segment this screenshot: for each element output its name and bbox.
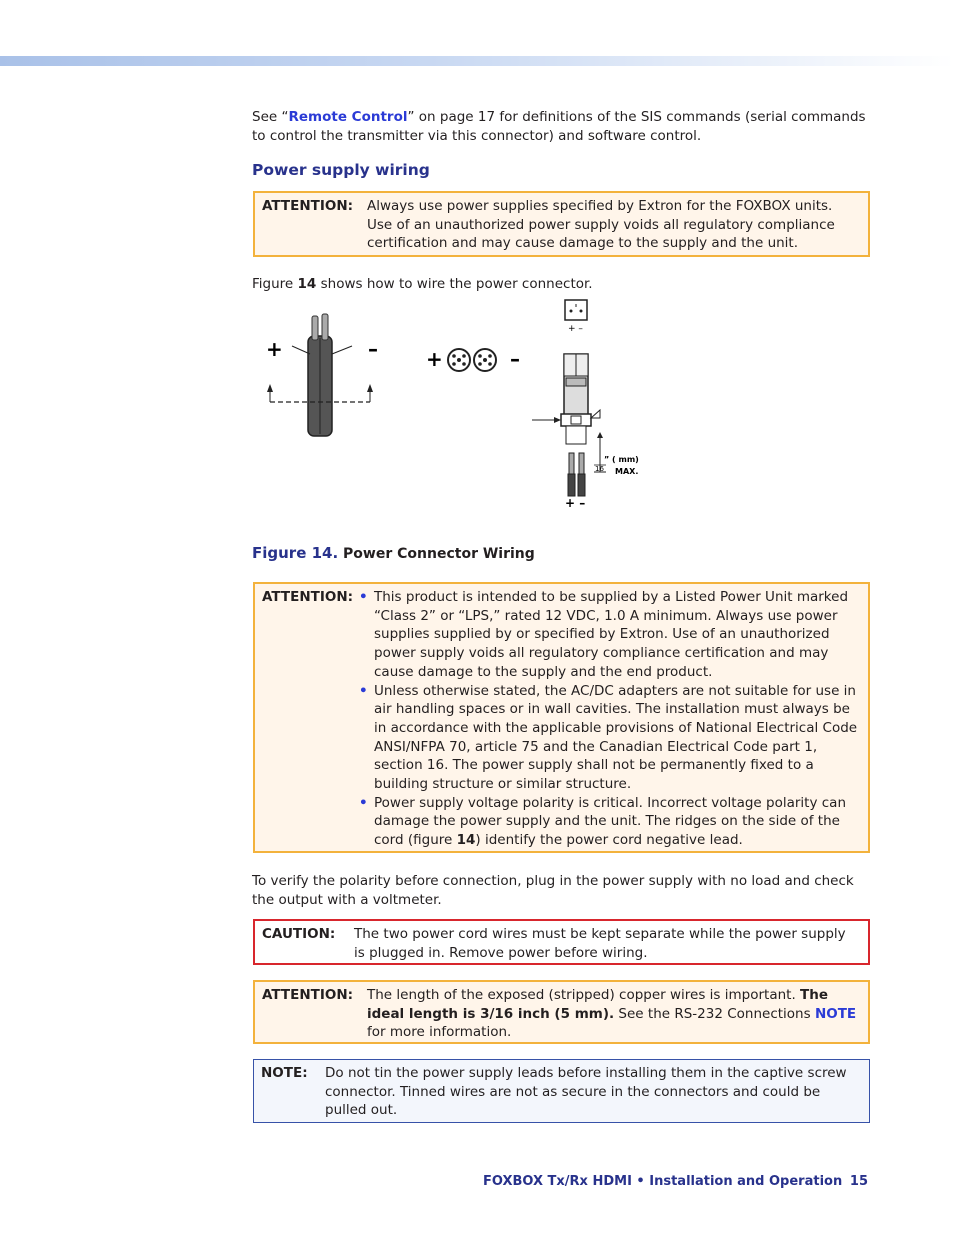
verify-paragraph: To verify the polarity before connection, plug in the power supply with no load and check the output with a voltmeter. [252, 873, 854, 908]
page-footer [483, 1173, 868, 1192]
page-number: 15 [849, 1174, 868, 1189]
bullet-text: ) identify the power cord negative lead. [475, 832, 743, 849]
intro-text-pre: See “ [252, 109, 289, 125]
note-text: Do not tin the power supply leads before installing them in the captive screw connector. Tinned wires are not as secure in the connectors and could be pulled out. [325, 1065, 847, 1119]
power-connector-figure [252, 296, 672, 511]
power-cord-illustration [267, 314, 373, 436]
header-gradient-bar [0, 56, 954, 66]
cord-plus-label: + [266, 337, 283, 361]
attention-box-1 [253, 191, 870, 257]
bullet-icon: • [359, 682, 368, 699]
attention-label: ATTENTION: [262, 589, 354, 605]
fraction-denominator: 16 [595, 465, 604, 473]
bullet-icon: • [359, 794, 368, 811]
section-title: Power supply wiring [252, 161, 430, 179]
note-label: NOTE: [261, 1065, 308, 1081]
caution-label: CAUTION: [262, 926, 336, 942]
figure-caption [252, 544, 535, 564]
connector-polarity-label: + – [568, 324, 583, 334]
mm-label: ” ( mm) [604, 455, 639, 464]
attention-text-post: for more information. [367, 1024, 512, 1041]
caution-text: The two power cord wires must be kept separate while the power supply is plugged in. Remove power before wiring. [354, 926, 846, 961]
figure-intro [252, 275, 869, 294]
figure-intro-pre: Figure [252, 276, 298, 292]
ideal-length-text: The ideal length is 3/16 inch (5 mm). [367, 987, 829, 1022]
attention-bullet [359, 682, 862, 794]
note-link[interactable]: NOTE [814, 1005, 857, 1022]
attention-label: ATTENTION: [262, 987, 354, 1003]
stripped-wires [568, 453, 585, 496]
figure-caption-number: Figure 14. [252, 544, 339, 562]
attention-bullet [359, 794, 862, 850]
bullet-text: Power supply voltage polarity is critical. Incorrect voltage polarity can damage the power supply and the unit. The ridges on the side of the cord (figure [374, 794, 847, 849]
attention-box-3 [253, 980, 870, 1044]
figure-intro-post: shows how to wire the power connector. [316, 276, 593, 292]
attention-text-mid: See the RS-232 Connections [614, 1005, 815, 1022]
bullet-text: Unless otherwise stated, the AC/DC adapters are not suitable for use in air handling spaces or in wall cavities. The installation must always be in accordance with the applicable provisions of National Electrical Code ANSI/NFPA 70, article 75 and the Canadian Electrical Code part 1, section 16. The power supply shall not be permanently fixed to a building structure or similar structure. [374, 682, 858, 793]
figure-ref: 14 [297, 276, 317, 292]
cord-minus-label: – [368, 337, 378, 361]
section-plus-label: + [426, 347, 443, 371]
cord-cross-section [448, 349, 496, 371]
intro-paragraph [252, 108, 869, 145]
attention-box-2 [253, 582, 870, 853]
intro-text-post: ” on page 17 for definitions of the SIS commands (serial commands to control the transmitter via this connector) and software control. [252, 109, 866, 144]
attention-text: Always use power supplies specified by Extron for the FOXBOX units. Use of an unauthorized power supply voids all regulatory compliance certification and may cause damage to the supply and the unit. [367, 198, 835, 252]
figure-caption-title: Power Connector Wiring [343, 546, 535, 562]
footer-title: FOXBOX Tx/Rx HDMI • Installation and Operation [483, 1174, 843, 1189]
section-minus-label: – [510, 347, 520, 371]
wire-polarity-label: + – [565, 496, 586, 510]
figure-ref: 14 [456, 832, 476, 849]
attention-bullet [359, 588, 862, 682]
attention-bullet-list [359, 588, 862, 850]
caution-box [253, 919, 870, 965]
note-box [253, 1059, 870, 1123]
remote-control-link[interactable]: Remote Control [288, 109, 408, 125]
bullet-icon: • [359, 589, 368, 605]
bullet-text: This product is intended to be supplied by a Listed Power Unit marked “Class 2” or “LPS,” rated 12 VDC, 1.0 A minimum. Always use power supplies supplied by or specified by Extron. Use of an unauthorized power supply voids all regulatory compliance certification and may cause damage to the supply and the end product. [374, 589, 849, 680]
attention-text-pre: The length of the exposed (stripped) copper wires is important. [367, 987, 801, 1003]
attention-label: ATTENTION: [262, 198, 354, 214]
max-label: MAX. [615, 467, 639, 476]
attention-text [367, 986, 860, 1042]
